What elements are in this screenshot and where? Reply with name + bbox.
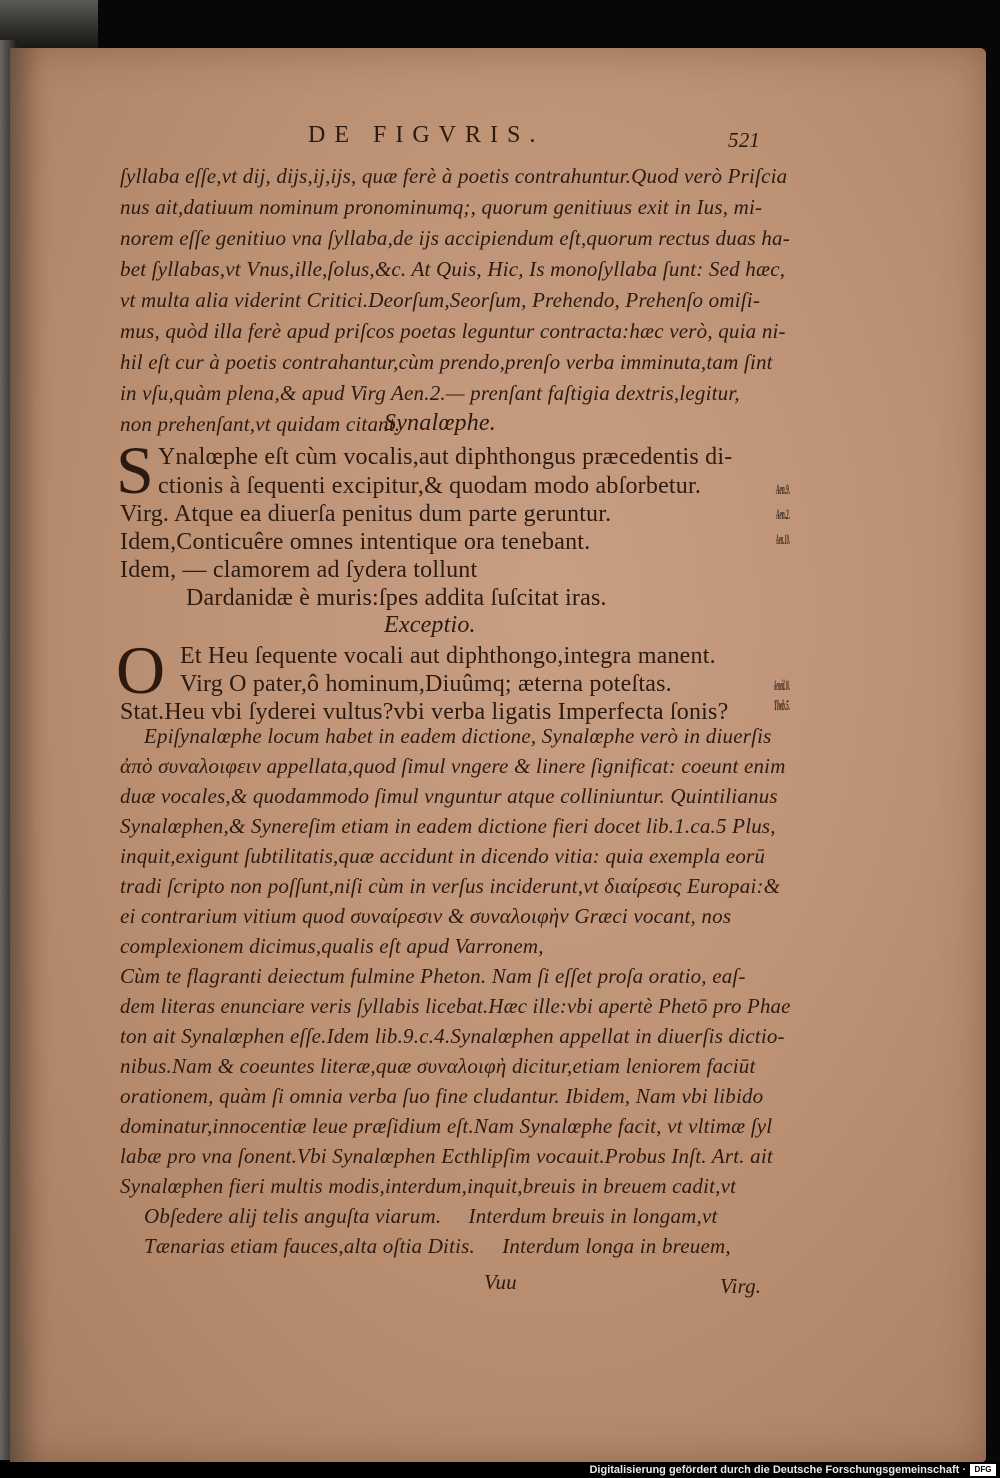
- text-line: mus, quòd illa ferè apud priſcos poetas leguntur contracta:hæc verò, quia ni-: [120, 319, 786, 343]
- text-line: Ynalœphe eſt cùm vocalis,aut diphthongus præcedentis di-: [158, 444, 733, 470]
- text-line: bet ſyllabas,vt Vnus,ille,ſolus,&c. At Quis, Hic, Is monoſyllaba ſunt: Sed hæc,: [120, 257, 786, 281]
- text-line: Stat.Heu vbi ſyderei vultus?vbi verba ligatis Imperfecta ſonis?: [120, 699, 729, 725]
- funding-credit: Digitalisierung gefördert durch die Deutsche Forschungsgemeinschaft ·: [589, 1464, 966, 1476]
- section-heading: Exceptio.: [384, 612, 476, 638]
- text-line: Epiſynalœphe locum habet in eadem dictione, Synalœphe verò in diuerſis: [144, 724, 772, 748]
- text-line: Cùm te flagranti deiectum fulmine Pheton. Nam ſi eſſet proſa oratio, eaſ-: [120, 964, 746, 988]
- text-line: Virg O pater,ô hominum,Diuûmq; æterna poteſtas.: [180, 671, 672, 697]
- text-line: Tænarias etiam fauces,alta oſtia Ditis. Interdum longa in breuem,: [144, 1234, 731, 1258]
- text-line: ton ait Synalœphen eſſe.Idem lib.9.c.4.Synalœphen appellat in diuerſis dictio-: [120, 1024, 785, 1048]
- text-line: Obſedere alij telis anguſta viarum. Interdum breuis in longam,vt: [144, 1204, 718, 1228]
- text-line: norem eſſe genitiuo vna ſyllaba,de ijs accipiendum eſt,quorum rectus duas ha-: [120, 226, 790, 250]
- text-line: vt multa alia viderint Critici.Deorſum,Seorſum, Prehendo, Prehenſo omiſi-: [120, 288, 761, 312]
- margin-note: Aeneid.10.: [774, 678, 790, 694]
- text-line: in vſu,quàm plena,& apud Virg Aen.2.— prenſant faſtigia dextris,legitur,: [120, 381, 740, 405]
- text-line: hil eſt cur à poetis contrahantur,cùm prendo,prenſo verba imminuta,tam ſint: [120, 350, 773, 374]
- text-line: Synalœphen fieri multis modis,interdum,inquit,breuis in breuem cadit,vt: [120, 1174, 737, 1198]
- text-line: ei contrarium vitium quod συναίρεσιν & συναλοιφὴν Græci vocant, nos: [120, 904, 732, 928]
- text-line: tradi ſcripto non poſſunt,niſi cùm in verſus inciderunt,vt διαίρεσις Europai:&: [120, 874, 781, 898]
- text-line: Synalœphen,& Synereſim etiam in eadem dictione fieri docet lib.1.ca.5 Plus,: [120, 814, 776, 838]
- text-line: orationem, quàm ſi omnia verba ſuo fine cludantur. Ibidem, Nam vbi libido: [120, 1084, 764, 1108]
- text-line: ctionis à ſequenti excipitur,& quodam modo abſorbetur.: [158, 473, 702, 499]
- text-line: Idem,Conticuêre omnes intentique ora tenebant.: [120, 529, 591, 555]
- page-gutter-shadow: [10, 48, 50, 1462]
- section-heading: Synalœphe.: [384, 410, 496, 436]
- text-line: dem literas enunciare veris ſyllabis licebat.Hæc ille:vbi apertè Phetō pro Phae: [120, 994, 791, 1018]
- margin-note: Theb.5.: [774, 698, 791, 714]
- text-line: non prehenſant,vt quidam citant.: [120, 412, 401, 436]
- text-line: nus ait,datiuum nominum pronominumq;, quorum genitiuus exit in Ius, mi-: [120, 195, 763, 219]
- signature-mark: Vuu: [484, 1270, 517, 1294]
- text-line: ἀπὸ συναλοιφειν appellata,quod ſimul vngere & linere ſignificat: coeunt enim: [120, 754, 786, 778]
- text-line: duæ vocales,& quodammodo ſimul vnguntur atque colliniuntur. Quintilianus: [120, 784, 778, 808]
- text-line: Virg. Atque ea diuerſa penitus dum parte geruntur.: [120, 501, 612, 527]
- text-line: dominatur,innocentiæ leue præſidium eſt.Nam Synalœphe facit, vt vltimæ ſyl: [120, 1114, 773, 1138]
- text-line: Et Heu ſequente vocali aut diphthongo,integra manent.: [180, 643, 716, 669]
- text-line: inquit,exigunt ſubtilitatis,quæ accidunt in dicendo vitia: quia exempla eorū: [120, 844, 766, 868]
- margin-note: Aen.2.: [776, 507, 791, 523]
- text-line: nibus.Nam & coeuntes literæ,quæ συναλοιφὴ dicitur,etiam leniorem faciūt: [120, 1054, 756, 1078]
- text-line: Dardanidæ è muris:ſpes addita ſuſcitat iras.: [186, 585, 607, 611]
- page-number: 521: [728, 128, 761, 152]
- margin-note: Aen.9.: [776, 482, 791, 498]
- drop-cap: S: [116, 432, 154, 508]
- dfg-logo: DFG: [970, 1464, 996, 1476]
- running-title: DE FIGVRIS.: [308, 122, 545, 148]
- text-line: ſyllaba eſſe,vt dij, dijs,ij,ijs, quæ ferè à poetis contrahuntur.Quod verò Priſcia: [120, 164, 788, 188]
- text-line: complexionem dicimus,qualis eſt apud Varronem,: [120, 934, 544, 958]
- text-line: Idem, — clamorem ad ſydera tollunt: [120, 557, 478, 583]
- drop-cap: O: [116, 632, 166, 708]
- catchword: Virg.: [720, 1274, 762, 1298]
- text-line: labæ pro vna ſonent.Vbi Synalœphen Ecthlipſim vocauit.Probus Inſt. Art. ait: [120, 1144, 773, 1168]
- margin-note: Aen.10.: [776, 532, 790, 548]
